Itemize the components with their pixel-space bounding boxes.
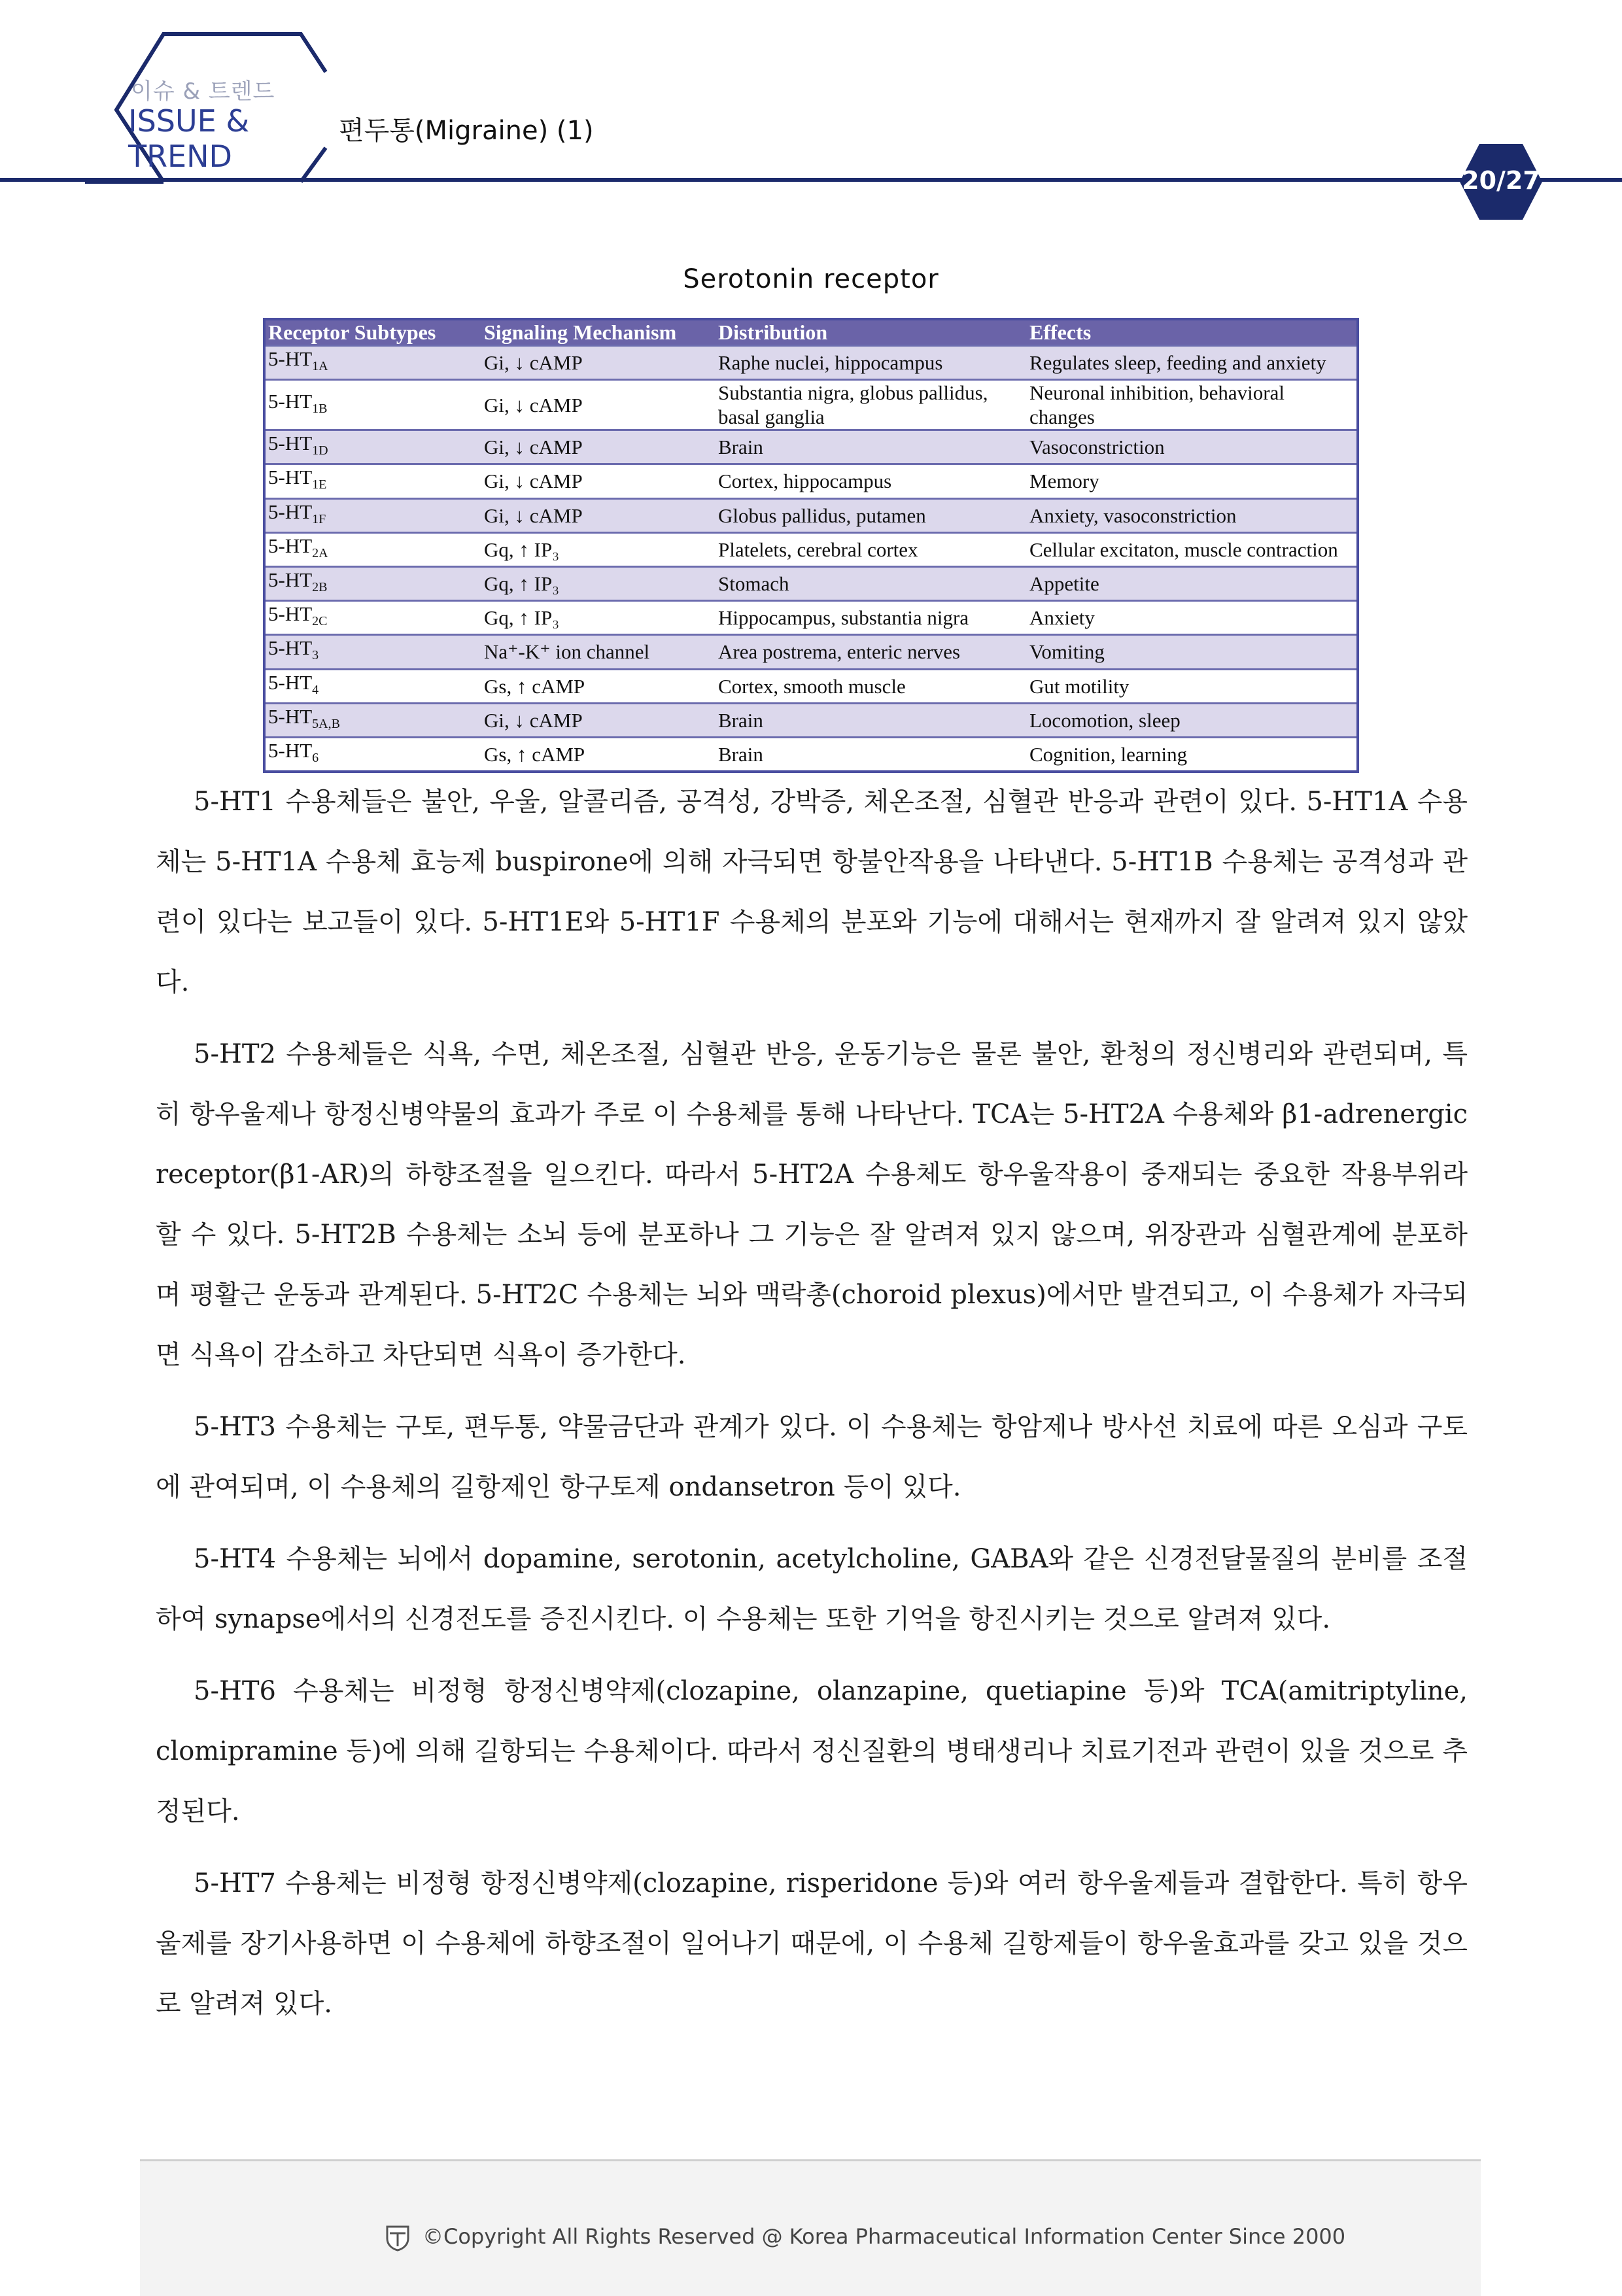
effects-cell: Regulates sleep, feeding and anxiety: [1027, 346, 1358, 380]
receptor-name: 5-HT: [268, 670, 313, 694]
receptor-name: 5-HT: [268, 636, 313, 660]
distribution-cell: Hippocampus, substantia nigra: [716, 601, 1027, 635]
distribution-cell: Brain: [716, 703, 1027, 737]
distribution-cell: Area postrema, enteric nerves: [716, 635, 1027, 669]
receptor-name: 5-HT: [268, 432, 313, 455]
signaling-cell: Gi, ↓ cAMP: [481, 346, 716, 380]
receptor-subtype-cell: [264, 430, 481, 464]
table-header-row: [264, 319, 1358, 346]
col-header: Signaling Mechanism: [481, 319, 716, 346]
logo-subtitle: 이슈 & 트렌드: [131, 78, 275, 105]
receptor-subscript: 1A: [312, 359, 328, 374]
signaling-cell: Gq, ↑ IP₃: [481, 566, 716, 600]
effects-cell: Anxiety, vasoconstriction: [1027, 498, 1358, 532]
paragraph-5ht7: 5-HT7 수용체는 비정형 항정신병약제(clozapine, risperidone 등)와 여러 항우울제들과 결합한다. 특히 항우울제를 장기사용하면 이 수용체에 하향조절이 일어나기 때문에, 이 수용체 길항제들이 항우울효과를 갖고 있을 것으로 알려져 있다.: [156, 1868, 1468, 2019]
logo-title: [128, 103, 249, 174]
receptor-subtype-cell: [264, 346, 481, 380]
effects-cell: Gut motility: [1027, 669, 1358, 703]
copyright-text: ©Copyright All Rights Reserved @ Korea Pharmaceutical Information Center Since 2000: [423, 2224, 1346, 2249]
receptor-subtype-cell: [264, 669, 481, 703]
signaling-cell: Gi, ↓ cAMP: [481, 464, 716, 498]
receptor-subscript: 2A: [312, 545, 328, 560]
signaling-cell: Gi, ↓ cAMP: [481, 380, 716, 430]
signaling-cell: Gs, ↑ cAMP: [481, 669, 716, 703]
table-row: [264, 635, 1358, 669]
shield-emblem-icon: [383, 2223, 412, 2252]
page-number: 20/27: [1462, 166, 1540, 195]
effects-cell: Anxiety: [1027, 601, 1358, 635]
distribution-cell: Brain: [716, 737, 1027, 772]
effects-cell: Locomotion, sleep: [1027, 703, 1358, 737]
document-title: 편두통(Migraine) (1): [339, 116, 594, 146]
paragraph-5ht3: 5-HT3 수용체는 구토, 편두통, 약물금단과 관계가 있다. 이 수용체는 항암제나 방사선 치료에 따른 오심과 구토에 관여되며, 이 수용체의 길항제인 항구토제 ondansetron 등이 있다.: [156, 1412, 1468, 1502]
receptor-subtype-cell: [264, 737, 481, 772]
receptor-subscript: 6: [312, 751, 319, 766]
distribution-cell: Globus pallidus, putamen: [716, 498, 1027, 532]
table-row: [264, 346, 1358, 380]
paragraph-5ht6: 5-HT6 수용체는 비정형 항정신병약제(clozapine, olanzapine, quetiapine 등)와 TCA(amitriptyline, clomipramine 등)에 의해 길항되는 수용체이다. 따라서 정신질환의 병태생리나 치료기전과 관련이 있을 것으로 추정된다.: [156, 1676, 1468, 1826]
distribution-cell: Cortex, smooth muscle: [716, 669, 1027, 703]
receptor-subscript: 1E: [312, 477, 327, 492]
receptor-subtype-cell: [264, 601, 481, 635]
receptor-subscript: 1D: [312, 443, 328, 458]
table-row: [264, 464, 1358, 498]
logo-title-line1: ISSUE &: [128, 103, 250, 139]
receptor-name: 5-HT: [268, 602, 313, 626]
paragraph-5ht1: 5-HT1 수용체들은 불안, 우울, 알콜리즘, 공격성, 강박증, 체온조절, 심혈관 반응과 관련이 있다. 5-HT1A 수용체는 5-HT1A 수용체 효능제 buspirone에 의해 자극되면 항불안작용을 나타낸다. 5-HT1B 수용체는 공격성과 관련이 있다는 보고들이 있다. 5-HT1E와 5-HT1F 수용체의 분포와 기능에 대해서는 현재까지 잘 알려져 있지 않았다.: [156, 787, 1468, 997]
receptor-subscript: 2C: [312, 614, 328, 629]
distribution-cell: Raphe nuclei, hippocampus: [716, 346, 1027, 380]
distribution-cell: Substantia nigra, globus pallidus, basal ganglia: [716, 380, 1027, 430]
signaling-cell: Gi, ↓ cAMP: [481, 430, 716, 464]
effects-cell: Vomiting: [1027, 635, 1358, 669]
receptor-subscript: 1F: [312, 511, 326, 526]
table-row: [264, 737, 1358, 772]
signaling-cell: Gq, ↑ IP₃: [481, 601, 716, 635]
receptor-subtype-cell: [264, 498, 481, 532]
receptor-subscript: 5A,B: [312, 716, 340, 731]
receptor-name: 5-HT: [268, 500, 313, 523]
table-row: [264, 601, 1358, 635]
receptor-subtype-cell: [264, 566, 481, 600]
footer: [140, 2159, 1481, 2296]
signaling-cell: Gq, ↑ IP₃: [481, 532, 716, 566]
signaling-cell: Na⁺-K⁺ ion channel: [481, 635, 716, 669]
distribution-cell: Platelets, cerebral cortex: [716, 532, 1027, 566]
receptor-subtype-cell: [264, 380, 481, 430]
table-row: [264, 566, 1358, 600]
paragraph-5ht2: 5-HT2 수용체들은 식욕, 수면, 체온조절, 심혈관 반응, 운동기능은 물론 불안, 환청의 정신병리와 관련되며, 특히 항우울제나 항정신병약물의 효과가 주로 이 수용체를 통해 나타난다. TCA는 5-HT2A 수용체와 β1-adrenergic receptor(β1-AR)의 하향조절을 일으킨다. 따라서 5-HT2A 수용체도 항우울작용이 중재되는 중요한 작용부위라 할 수 있다. 5-HT2B 수용체는 소뇌 등에 분포하나 그 기능은 잘 알려져 있지 않으며, 위장관과 심혈관계에 분포하며 평활근 운동과 관계된다. 5-HT2C 수용체는 뇌와 맥락총(choroid plexus)에서만 발견되고, 이 수용체가 자극되면 식욕이 감소하고 차단되면 식욕이 증가한다.: [156, 1039, 1468, 1370]
receptor-subtype-cell: [264, 703, 481, 737]
signaling-cell: Gi, ↓ cAMP: [481, 498, 716, 532]
table-row: [264, 703, 1358, 737]
distribution-cell: Stomach: [716, 566, 1027, 600]
receptor-name: 5-HT: [268, 466, 313, 489]
receptor-name: 5-HT: [268, 347, 313, 370]
distribution-cell: Cortex, hippocampus: [716, 464, 1027, 498]
receptor-name: 5-HT: [268, 389, 313, 413]
receptor-name: 5-HT: [268, 738, 313, 762]
receptor-subscript: 4: [312, 682, 319, 697]
paragraph-5ht4: 5-HT4 수용체는 뇌에서 dopamine, serotonin, acetylcholine, GABA와 같은 신경전달물질의 분비를 조절하여 synapse에서의 신경전도를 증진시킨다. 이 수용체는 또한 기억을 항진시키는 것으로 알려져 있다.: [156, 1544, 1468, 1634]
col-header: Distribution: [716, 319, 1027, 346]
receptor-name: 5-HT: [268, 704, 313, 728]
table-row: [264, 430, 1358, 464]
figure-title: Serotonin receptor: [683, 264, 939, 294]
effects-cell: Appetite: [1027, 566, 1358, 600]
receptor-subtype-cell: [264, 635, 481, 669]
effects-cell: Cellular excitaton, muscle contraction: [1027, 532, 1358, 566]
signaling-cell: Gi, ↓ cAMP: [481, 703, 716, 737]
receptor-subscript: 1B: [312, 401, 328, 416]
table-row: [264, 380, 1358, 430]
serotonin-receptor-table: [263, 318, 1359, 773]
receptor-name: 5-HT: [268, 568, 313, 591]
table-body: [264, 346, 1358, 772]
col-header: Receptor Subtypes: [264, 319, 481, 346]
table-row: [264, 498, 1358, 532]
signaling-cell: Gs, ↑ cAMP: [481, 737, 716, 772]
distribution-cell: Brain: [716, 430, 1027, 464]
receptor-subtype-cell: [264, 532, 481, 566]
effects-cell: Cognition, learning: [1027, 737, 1358, 772]
receptor-subtype-cell: [264, 464, 481, 498]
table-row: [264, 532, 1358, 566]
article-body: [156, 772, 1468, 2046]
effects-cell: Neuronal inhibition, behavioral changes: [1027, 380, 1358, 430]
effects-cell: Vasoconstriction: [1027, 430, 1358, 464]
logo-title-line2: TREND: [128, 139, 232, 174]
receptor-subscript: 2B: [312, 580, 328, 595]
col-header: Effects: [1027, 319, 1358, 346]
effects-cell: Memory: [1027, 464, 1358, 498]
receptor-subscript: 3: [312, 648, 319, 663]
table-row: [264, 669, 1358, 703]
receptor-name: 5-HT: [268, 534, 313, 557]
